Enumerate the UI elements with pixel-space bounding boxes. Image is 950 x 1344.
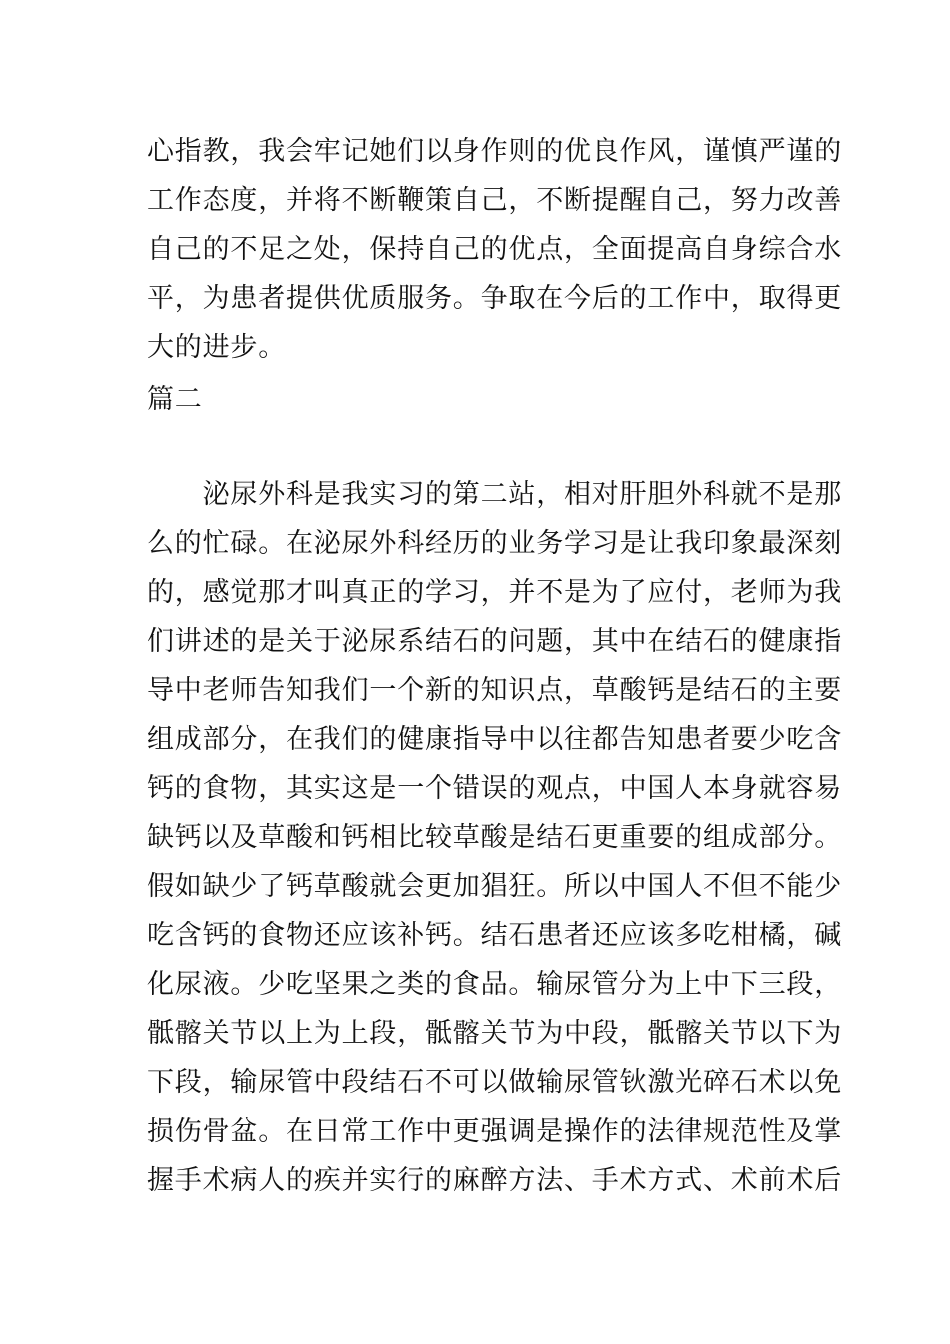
paragraph-line: 假如缺少了钙草酸就会更加猖狂。所以中国人不但不能少 — [147, 871, 842, 902]
paragraph-line: 下段，输尿管中段结石不可以做输尿管钬激光碎石术以免 — [147, 1067, 842, 1098]
paragraph-line: 么的忙碌。在泌尿外科经历的业务学习是让我印象最深刻 — [147, 528, 842, 559]
paragraph-line: 大的进步。 — [147, 332, 286, 363]
paragraph-line: 心指教，我会牢记她们以身作则的优良作风，谨慎严谨的 — [147, 136, 842, 167]
paragraph-line: 吃含钙的食物还应该补钙。结石患者还应该多吃柑橘，碱 — [147, 920, 842, 951]
section-heading — [147, 375, 807, 424]
paragraph-line: 的，感觉那才叫真正的学习，并不是为了应付，老师为我 — [147, 577, 842, 608]
section-heading-text: 篇二 — [147, 384, 203, 415]
paragraph-line: 平，为患者提供优质服务。争取在今后的工作中，取得更 — [147, 283, 842, 314]
paragraph-line: 握手术病人的疾并实行的麻醉方法、手术方式、术前术后 — [147, 1165, 842, 1196]
paragraph-line: 泌尿外科是我实习的第二站，相对肝胆外科就不是那 — [147, 479, 842, 510]
paragraph-line: 导中老师告知我们一个新的知识点，草酸钙是结石的主要 — [147, 675, 842, 706]
paragraph-line: 工作态度，并将不断鞭策自己，不断提醒自己，努力改善 — [147, 185, 842, 216]
paragraph-line: 骶髂关节以上为上段，骶髂关节为中段，骶髂关节以下为 — [147, 1018, 842, 1049]
paragraph-line: 们讲述的是关于泌尿系结石的问题，其中在结石的健康指 — [147, 626, 842, 657]
paragraph-continued — [147, 127, 842, 372]
paragraph-line: 钙的食物，其实这是一个错误的观点，中国人本身就容易 — [147, 773, 842, 804]
paragraph-line: 自己的不足之处，保持自己的优点，全面提高自身综合水 — [147, 234, 842, 265]
paragraph-line: 化尿液。少吃坚果之类的食品。输尿管分为上中下三段， — [147, 969, 842, 1000]
paragraph-line: 组成部分，在我们的健康指导中以往都告知患者要少吃含 — [147, 724, 842, 755]
paragraph-line: 损伤骨盆。在日常工作中更强调是操作的法律规范性及掌 — [147, 1116, 842, 1147]
paragraph-section-two — [147, 470, 842, 1205]
paragraph-line: 缺钙以及草酸和钙相比较草酸是结石更重要的组成部分。 — [147, 822, 842, 853]
